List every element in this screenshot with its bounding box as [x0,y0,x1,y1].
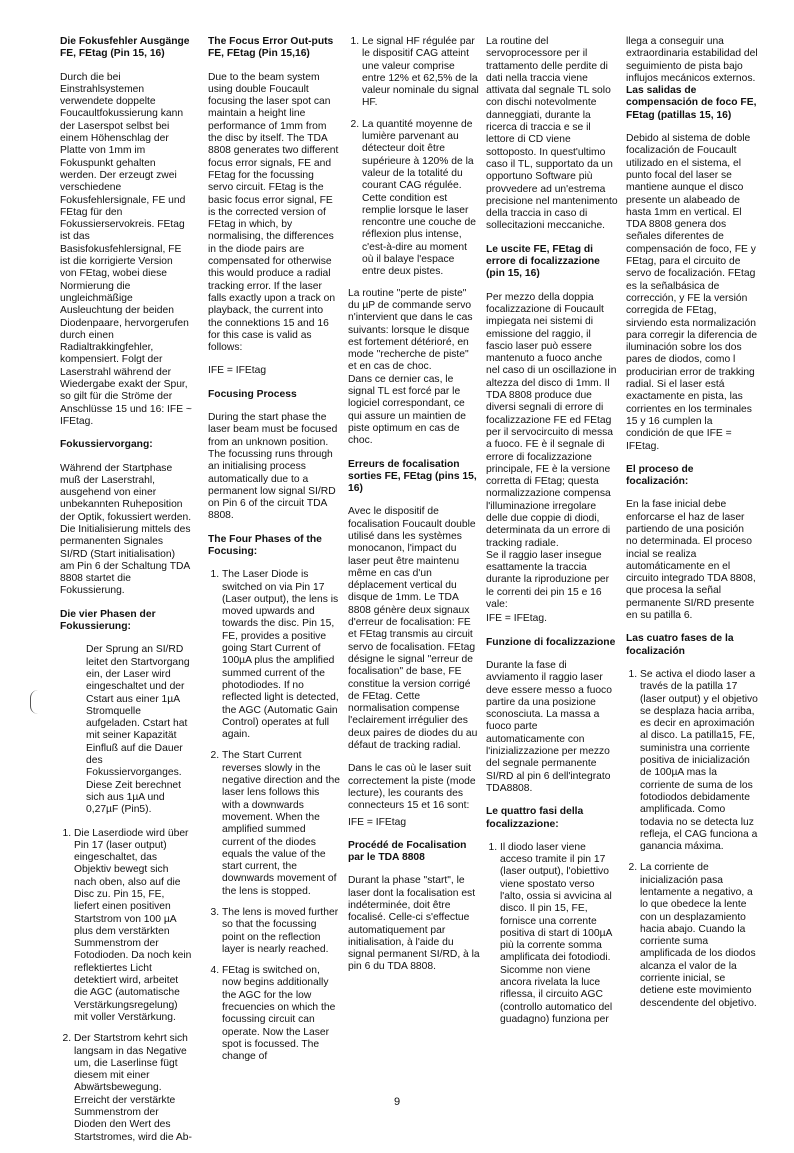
list-item: 1. Se activa el diodo laser a través de la patilla 17 (laser output) y el objetivo se desplaza hacia arriba, es decir en aproximación al disco. La patilla15, FE, suministra una corriente positiva de inicialización de 100µA mas la corriente de suma de los fotodiodos debidamente amplificada. Como todavia no se detecta luz refleja, el CAG funciona a ganancia máxima. [640,669,758,853]
list-item: 1. The Laser Diode is switched on via Pin 17 (Laser output), the lens is moved upwards and towards the disc. Pin 15, FE, provides a positive going Start Current of 100µA plus the amplified summed current of the photodiodes. If no reflected light is detected, the AGC (Automatic Gain Control) operates at full again. [222,569,340,741]
list-item: 3. The lens is moved further so that the focussing point on the reflection layer is nearly reached. [222,907,340,956]
paragraph-fr-4: Dans le cas où le laser suit correctement la piste (mode lecture), les courants des connecteurs 15 et 16 sont: [348,763,476,812]
column-german [60,36,192,1153]
heading-it-four-phases: Le quattro fasi della focalizzazione: [486,806,584,830]
list-item: 2. Der Startstrom kehrt sich langsam in das Negative um, die Laserlinse fügt diesem mit einer Abwärtsbewegung. Erreicht der verstärkte Summenstrom der Dioden den Wert des Startstromes, wird die Ab- [74,1033,192,1144]
heading-fr-focus-error: Erreurs de focalisation sorties FE, FEtag (pins 15, 16) [348,458,477,495]
paragraph-de-3: Der Sprung an SI/RD leitet den Startvorgang ein, der Laser wird eingeschaltet und der Cstart aus einer 1µA Stromquelle aufgeladen. Cstart hat mit seiner Kapazität Einfluß auf die Dauer des Fokussiervorganges. Diese Zeit berechnet sich aus 1µA und 0,27µF (Pin5). [86,644,190,816]
heading-de-focusing: Fokussiervorgang: [60,439,153,451]
heading-es-focus-error: Las salidas de compensación de foco FE, FEtag (patillas 15, 16) [626,85,757,121]
heading-en-focusing: Focusing Process [208,388,297,400]
paragraph-fr-5: Durant la phase "start", le laser dont la focalisation est indéterminée, doit être focalisé. Celle-ci s'effectue automatiquement par initialisation, à l'aide du signal permanent SI/RD, à la pin 6 du TDA 8808. [348,875,480,973]
list-item: 4. FEtag is switched on, now begins additionally the AGC for the low frecuencies on which the focussing circuit can operate. Now the Laser spot is focussed. The change of [222,965,340,1063]
paragraph-es-1: llega a conseguir una extraordinaria estabilidad del seguimiento de pista bajo influjos mecánicos externos. [626,36,758,84]
heading-it-focusing: Funzione di focalizzazione [486,636,616,648]
column-spanish [626,36,758,1019]
margin-mark [30,690,39,714]
list-fr-conditions [348,36,480,279]
list-item: 2. La quantité moyenne de lumière parvenant au détecteur doit être supérieure à 120% de la valeur de la totalité du courant CAG régulée. Cette condition est remplie lorsque le laser rencontre une couche de réflexion plus intense, c'est-à-dire au moment où il balaye l'espace entre deux pistes. [362,119,480,279]
heading-es-four-phases: Las cuatro fases de la focalización [626,633,734,657]
list-it-phases [486,842,618,1026]
heading-de-four-phases: Die vier Phasen der Fokussierung: [60,608,156,633]
list-en-phases [208,569,340,1063]
paragraph-fr-2: Dans ce dernier cas, le signal TL est forcé par le logiciel correspondant, ce qui assure un maintien de piste optimum en cas de choc. [348,373,466,447]
heading-en-four-phases: The Four Phases of the Focusing: [208,533,322,557]
column-french [348,36,480,985]
paragraph-de-2: Während der Startphase muß der Laserstrahl, ausgehend von einer unbekannten Ruheposition der Optik, fokussiert werden. Die Initialisierung mittels des permanenten Signales SI/RD (Start initialisation) am Pin 6 der Schaltung TDA 8808 startet die Fokussierung. [60,462,192,597]
paragraph-fr-1: La routine "perte de piste" du µP de commande servo n'intervient que dans le cas suivants: lorsque le disque est fortement détérioré, en mode "recherche de piste" et en cas de choc. [348,287,473,373]
paragraph-en-2: During the start phase the laser beam must be focused from an unknown position. The focussing runs through an initialising process automatically due to a permanent low signal SI/RD on Pin 6 of the circuit TDA 8808. [208,412,338,522]
paragraph-fr-3: Avec le dispositif de focalisation Foucault double utilisé dans les systèmes monocanon, l'impact du laser peut être maintenu même en cas d'un déplacement vertical du disque de 1mm. Le TDA 8808 génère deux signaux d'erreur de focalisation: FE et FEtag transmis au circuit servo de focalisation. FEtag désigne le signal "erreur de focalisation" de base, FE constitue la version corrigé de FEtag. Cette normalisation compense l'eclairement irrégulier des deux paires de diodes du au défaut de tracking radial. [348,506,478,752]
paragraph-it-3: Se il raggio laser insegue esattamente la traccia durante la riproduzione per le correnti dei pin 15 e 16 vale: [486,549,610,611]
column-italian [486,36,618,1035]
list-item: 2. La corriente de inicialización pasa lentamente a negativo, a lo que obedece la lente con un desplazamiento hacia abajo. Cuando la corriente suma amplificada de los diodos alcanza el valor de la corriente inicial, se detiene este movimiento descendente del objetivo. [640,862,758,1010]
formula-en: IFE = IFEtag [208,365,267,377]
formula-fr: IFE = IFEtag [348,816,407,828]
list-es-phases [626,669,758,1010]
paragraph-it-4: Durante la fase di avviamento il raggio laser deve essere messo a fuoco partire da una posizione sconosciuta. La massa a fuoco parte automaticamente con l'inizializzazione per mezzo del segnale permanente SI/RD al pin 6 dell'integrato TDA8808. [486,659,612,794]
paragraph-es-3: En la fase inicial debe enforcarse el haz de laser partiendo de una posición no determinada. El proceso incial se realiza automáticamente en el circuito integrado TDA 8808, que procesa la señal permanente SI/RD presente en su patilla 6. [626,499,756,622]
heading-it-focus-error: Le uscite FE, FEtag di errore di focalizzazione (pin 15, 16) [486,243,600,280]
paragraph-it-2: Per mezzo della doppia focalizzazione di Foucault impiegata nei sistemi di emissione del raggio, il fascio laser può essere mantenuto a fuoco anche nel caso di un oscillazione in altezza del disco di 1mm. Il TDA 8808 produce due diversi segnali di errore di focalizzazione FE ed FEtag per il servocircuito di messa a fuoco. FE è il segnale di errore di focalizzazione principale, FE è la versione corretta di FEtag; questa normalizzazione compensa l'illuminazione irregolare delle due coppie di diodi, determinata da un errore di tracking radiale. [486,291,617,549]
formula-it: IFE = IFEtag. [486,613,547,625]
heading-de-focus-error: Die Fokusfehler Ausgänge FE, FEtag (Pin 15, 16) [60,36,190,60]
heading-es-focusing: El proceso de focalización: [626,463,694,488]
paragraph-es-2: Debido al sistema de doble focalización de Foucault utilizado en el sistema, el punto focal del laser se mantiene aunque el disco presente un alabeado de hasta 1mm en vertical. El TDA 8808 genera dos señales diferentes de compensación de foco, FE y FEtag, para el circuito de servo de focalización. FEtag es la señalbásica de corrección, y FE la versión corregida de FEtag, sirviendo esta normalización para corregir la diferencia de iluminación sobre los dos pares de diodos, como l producirian error de trakking radial. Si el laser está exactamente en pista, las corrientes en los terminales 15 y 16 cumplen la condición de que IFE = IFEtag. [626,133,758,452]
heading-fr-focusing: Procédé de Focalisation par le TDA 8808 [348,839,467,864]
paragraph-de-1: Durch die bei Einstrahlsystemen verwendete doppelte Foucaultfokussierung kann der Laserspot selbst bei einem Höhenschlag der Platte von 1mm im Fokuspunkt gehalten werden. Der erzeugt zwei verschiedene Fokusfehlersignale, FE und FEtag für den Fokussierservokreis. FEtag ist das Basisfokusfehlersignal, FE ist die korrigierte Version von FEtag, wobei diese Normierung die ungleichmäßige Ausleuchtung der beiden Diodenpaare, hervorgerufen durch einen Radialtrakkingfehler, kompensiert. Folgt der Laserstrahl während der Wiedergabe exakt der Spur, so gilt für die Ströme der Anschlüsse 15 und 16: IFE ~ IFEtag. [60,71,192,427]
paragraph-it-1: La routine del servoprocessore per il trattamento delle perdite di dati nella traccia viene attivata dal segnale TL solo con dischi notevolmente danneggiati, durante la ricerca di traccia e se il lettore di CD viene sottoposto. In quest'ultimo caso il TL, supportato da un opportuno Software più provvedere ad un'estrema precisione nel mantenimento della traccia in caso di sollecitazioni meccaniche. [486,36,618,232]
heading-en-focus-error: The Focus Error Out-puts FE, FEtag (Pin 15,16) [208,36,334,60]
list-item: 1. Il diodo laser viene acceso tramite il pin 17 (laser output), l'obiettivo viene spostato verso l'alto, ossia si avvicina al disco. Il pin 15, FE, fornisce una corrente positiva di start di 100µA più la corrente somma amplificata dei fotodiodi. Sicomme non viene ancora rivelata la luce riflessa, il circuito AGC (controllo automatico del guadagno) funziona per [500,842,618,1026]
column-english [208,36,340,1073]
paragraph-en-1: Due to the beam system using double Foucault focusing the laser spot can maintain a height line performance of 1mm from the disc by itself. The TDA 8808 generates two different focus error signals, FE and FEtag for the focussing servo circuit. FEtag is the basic focus error signal, FE is the corrected version of FEtag in which, by normalising, the differences in the diode pairs are compensated for otherwise this would produce a radial tracking error. If the laser falls exactly upon a track on playback, the current into the connektions 15 and 16 for this case is valid as follows: [208,71,339,354]
page-number: 9 [393,1096,401,1108]
list-item: 2. The Start Current reverses slowly in the negative direction and the laser lens follows this with a downwards movement. When the amplified summed current of the diodes equals the value of the start current, the downwards movement of the lens is stopped. [222,750,340,898]
list-item: 1. Le signal HF régulée par le dispositif CAG atteint une valeur comprise entre 12% et 62,5% de la valeur nominale du signal HF. [362,36,480,110]
list-item: 1. Die Laserdiode wird über Pin 17 (laser output) eingeschaltet, das Objektiv bewegt sich nach oben, also auf die Disc zu. Pin 15, FE, liefert einen positiven Startstrom von 100 µA plus dem verstärkten Summenstrom der Fotodioden. Da noch kein reflektiertes Licht detektiert wird, arbeitet die AGC (automatische Verstärkungsregelung) mit voller Verstärkung. [74,828,192,1025]
